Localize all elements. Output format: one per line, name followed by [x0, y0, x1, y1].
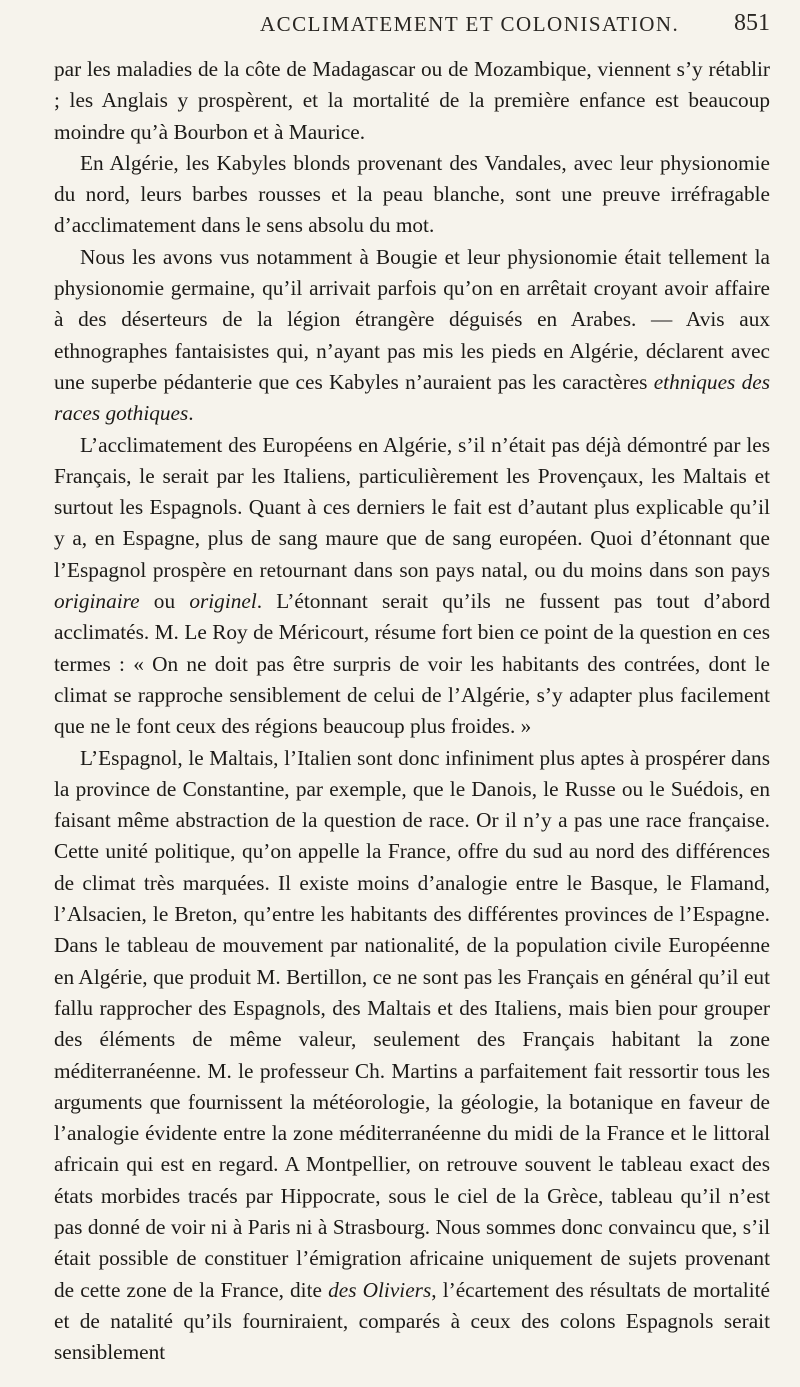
running-title: ACCLIMATEMENT ET COLONISATION.	[260, 12, 680, 36]
italic-text: originel	[189, 589, 257, 614]
body-text	[54, 54, 770, 1368]
paragraph	[54, 242, 770, 430]
paragraph	[54, 54, 770, 148]
text-run: L’Espagnol, le Maltais, l’Italien sont donc infiniment plus aptes à prospérer dans la province de Constantine, par exemple, que le Danois, le Russe ou le Suédois, en faisant même abstraction de la question de race. Or il n’y a pas une race française. Cette unité politique, qu’on appelle la France, offre du sud au nord des différences de climat très marquées. Il existe moins d’analogie entre le Basque, le Flamand, l’Alsacien, le Breton, qu’entre les habitants des différentes provinces de l’Espagne. Dans le tableau de mouvement par nationalité, de la population civile Européenne en Algérie, que produit M. Bertillon, ce ne sont pas les Français en général qu’il eut fallu rapprocher des Espagnols, des Maltais et des Italiens, mais bien pour grouper des éléments de même valeur, seulement des Français habitant la zone méditerranéenne. M. le professeur Ch. Martins a parfaitement fait ressortir tous les arguments que fournissent la météorologie, la géologie, la botanique en faveur de l’analogie évidente entre la zone méditerranéenne du midi de la France et le littoral africain qui est en regard. A Montpellier, on retrouve souvent le tableau exact des états morbides tracés par Hippocrate, sous le ciel de la Grèce, tableau qu’il n’est pas donné de voir ni à Paris ni à Strasbourg. Nous sommes donc convaincu que, s’il était possible de constituer l’émigration africaine uniquement de sujets provenant de cette zone de la France, dite	[54, 745, 770, 1302]
page-number: 851	[734, 10, 770, 36]
text-run: L’acclimatement des Européens en Algérie, s’il n’était pas déjà démontré par les Français, le serait par les Italiens, particulièrement les Provençaux, les Maltais et surtout les Espagnols. Quant à ces derniers le fait est d’autant plus explicable qu’il y a, en Espagne, plus de sang maure que de sang européen. Quoi d’étonnant que l’Espagnol prospère en retournant dans son pays natal, ou du moins dans son pays	[54, 432, 770, 582]
text-run: .	[188, 401, 194, 426]
italic-text: ethniques des races gothiques	[54, 369, 770, 426]
text-run: par les maladies de la côte de Madagascar ou de Mozambique, viennent s’y rétablir ; les Anglais y prospèrent, et la mortalité de la première enfance est beaucoup moindre qu’à Bourbon et à Maurice.	[54, 57, 770, 144]
text-run: En Algérie, les Kabyles blonds provenant des Vandales, avec leur physionomie du nord, leurs barbes rousses et la peau blanche, sont une preuve irréfragable d’acclimatement dans le sens absolu du mot.	[54, 150, 770, 238]
text-run: Nous les avons vus notamment à Bougie et leur physionomie était tellement la physionomie germaine, qu’il arrivait parfois qu’on en arrêtait croyant avoir affaire à des déserteurs de la légion étrangère déguisés en Arabes. — Avis aux ethnographes fantaisistes qui, n’ayant pas mis les pieds en Algérie, déclarent avec une superbe pédanterie que ces Kabyles n’auraient pas les caractères	[54, 244, 770, 394]
italic-text: originaire	[54, 589, 140, 614]
italic-text: des Oliviers	[328, 1277, 432, 1302]
text-run: . L’étonnant serait qu’ils ne fussent pas tout d’abord acclimatés. M. Le Roy de Méricourt, résume fort bien ce point de la question en ces termes : « On ne doit pas être surpris de voir les habitants des contrées, dont le climat se rapproche sensiblement de celui de l’Algérie, s’y adapter plus facilement que ne le font ceux des régions beaucoup plus froides. »	[54, 589, 770, 739]
paragraph	[54, 743, 770, 1369]
paragraph	[54, 430, 770, 743]
paragraph	[54, 148, 770, 242]
running-head	[80, 8, 770, 48]
text-run: ou	[139, 589, 190, 614]
text-run: , l’écartement des résultats de mortalité et de natalité qu’ils fourniraient, comparés à ceux des colons Espagnols serait sensiblement	[54, 1277, 770, 1365]
